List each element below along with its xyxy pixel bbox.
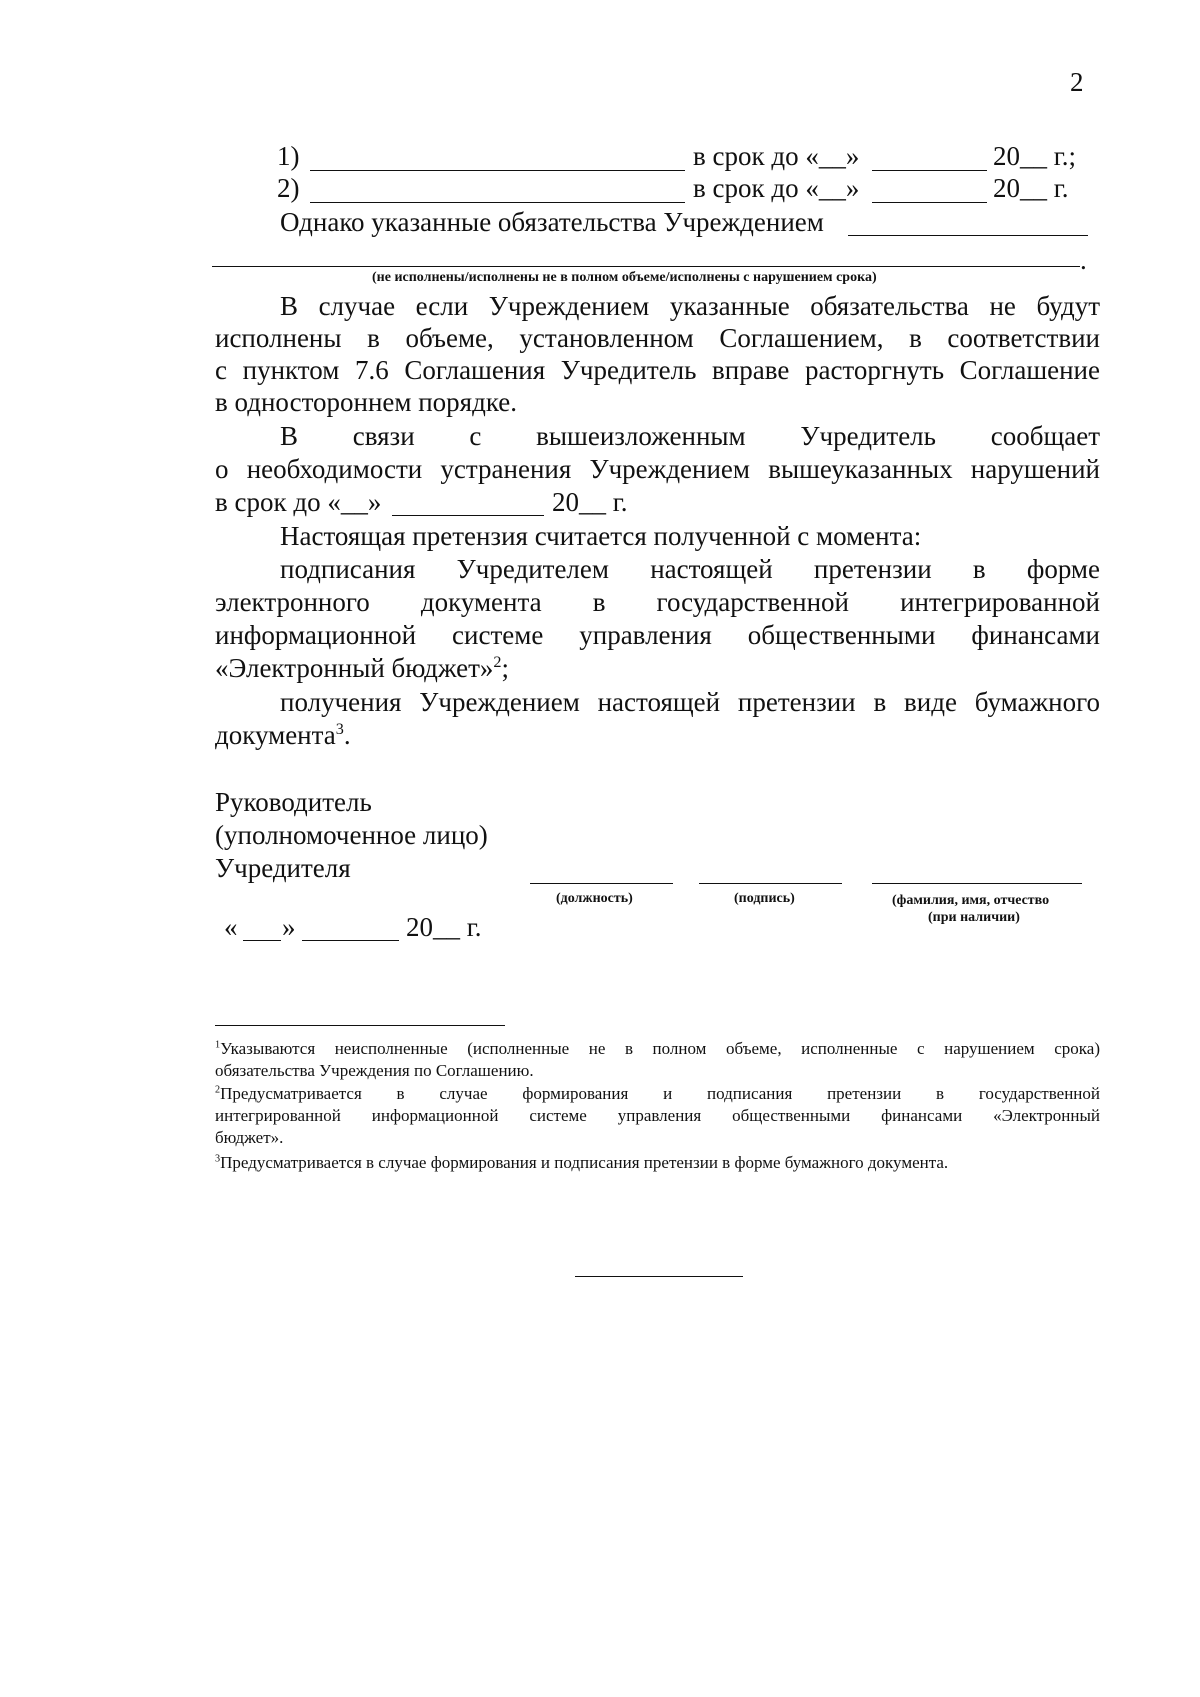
footnote-1 <box>215 1038 1100 1082</box>
signer-title-1: Руководитель <box>215 787 372 817</box>
para2-line1: В связи с вышеизложенным Учредитель сообщает <box>280 421 1100 451</box>
status-blank <box>212 266 1080 267</box>
name-blank <box>872 883 1082 884</box>
caption-signature: (подпись) <box>734 891 795 906</box>
item-1-number: 1) <box>277 141 300 171</box>
footnote-1-line2: обязательства Учреждения по Соглашению. <box>215 1061 534 1080</box>
footnote-1-line1: $^1$Указываются неисполненные (исполненные не в полном объеме, исполненные с нарушением срока) <box>215 1039 1100 1058</box>
signer-title-2: (уполномоченное лицо) <box>215 820 488 850</box>
date-close-quote: » <box>282 912 296 942</box>
position-blank <box>530 883 673 884</box>
caption-name-1: (фамилия, имя, отчество <box>892 893 1050 908</box>
page-number: 2 <box>1070 67 1084 97</box>
para4-line4: «Электронный бюджет»$^2$; <box>215 653 510 683</box>
status-caption: (не исполнены/исполнены не в полном объеме/исполнены с нарушением срока) <box>372 270 877 285</box>
footnote-3 <box>215 1152 1100 1174</box>
para4-line3: информационной системе управления общественными финансами <box>215 620 1100 650</box>
date-year: 20__ г. <box>406 912 482 942</box>
item-1-month-blank <box>872 170 987 171</box>
caption-position: (должность) <box>556 891 633 906</box>
para1-line4: в одностороннем порядке. <box>215 387 518 417</box>
para1-line3: с пунктом 7.6 Соглашения Учредитель вправе расторгнуть Соглашение <box>215 355 1100 385</box>
item-1-year: 20__ г.; <box>993 141 1077 171</box>
date-day-blank <box>243 940 281 941</box>
footnote-2 <box>215 1083 1100 1149</box>
item-2-number: 2) <box>277 173 300 203</box>
status-period: . <box>1080 245 1087 275</box>
signer-title-3: Учредителя <box>215 853 351 883</box>
item-1-blank <box>310 170 685 171</box>
item-2-year: 20__ г. <box>993 173 1069 203</box>
para5-line1: получения Учреждением настоящей претензии в виде бумажного <box>280 687 1100 717</box>
item-2-blank <box>310 202 685 203</box>
date-open-quote: « <box>224 912 238 942</box>
footnote-ref-3: 3 <box>335 720 344 738</box>
date-month-blank <box>302 940 399 941</box>
footnote-separator <box>215 1025 505 1026</box>
para2-line2: о необходимости устранения Учреждением вышеуказанных нарушений <box>215 454 1100 484</box>
end-rule <box>575 1276 743 1277</box>
footnote-ref-2: 2 <box>493 653 502 671</box>
footnote-2-line1: $^2$Предусматривается в случае формирования и подписания претензии в государственной <box>215 1084 1100 1103</box>
para5-line2: документа$^3$. <box>215 720 351 750</box>
para2-month-blank <box>392 515 544 516</box>
signature-blank <box>699 883 842 884</box>
item-1-due: в срок до «__» <box>693 141 860 171</box>
para4-line1: подписания Учредителем настоящей претензии в форме <box>280 554 1100 584</box>
item-2-due: в срок до «__» <box>693 173 860 203</box>
item-2-month-blank <box>872 202 987 203</box>
para1-line2: исполнены в объеме, установленном Соглашением, в соответствии <box>215 323 1100 353</box>
however-blank <box>848 235 1088 236</box>
para1-line1: В случае если Учреждением указанные обязательства не будут <box>280 291 1100 321</box>
para3: Настоящая претензия считается полученной с момента: <box>280 521 922 551</box>
however-line: Однако указанные обязательства Учреждением <box>280 207 824 237</box>
caption-name-2: (при наличии) <box>928 910 1020 925</box>
footnote-2-line2: интегрированной информационной системе управления общественными финансами «Электронный <box>215 1106 1100 1125</box>
footnote-3-line1: $^3$Предусматривается в случае формирования и подписания претензии в форме бумажного документа. <box>215 1153 949 1172</box>
para2-year: 20__ г. <box>552 487 628 517</box>
para4-line2: электронного документа в государственной интегрированной <box>215 587 1100 617</box>
para2-due: в срок до «__» <box>215 487 382 517</box>
footnote-2-line3: бюджет». <box>215 1128 284 1147</box>
